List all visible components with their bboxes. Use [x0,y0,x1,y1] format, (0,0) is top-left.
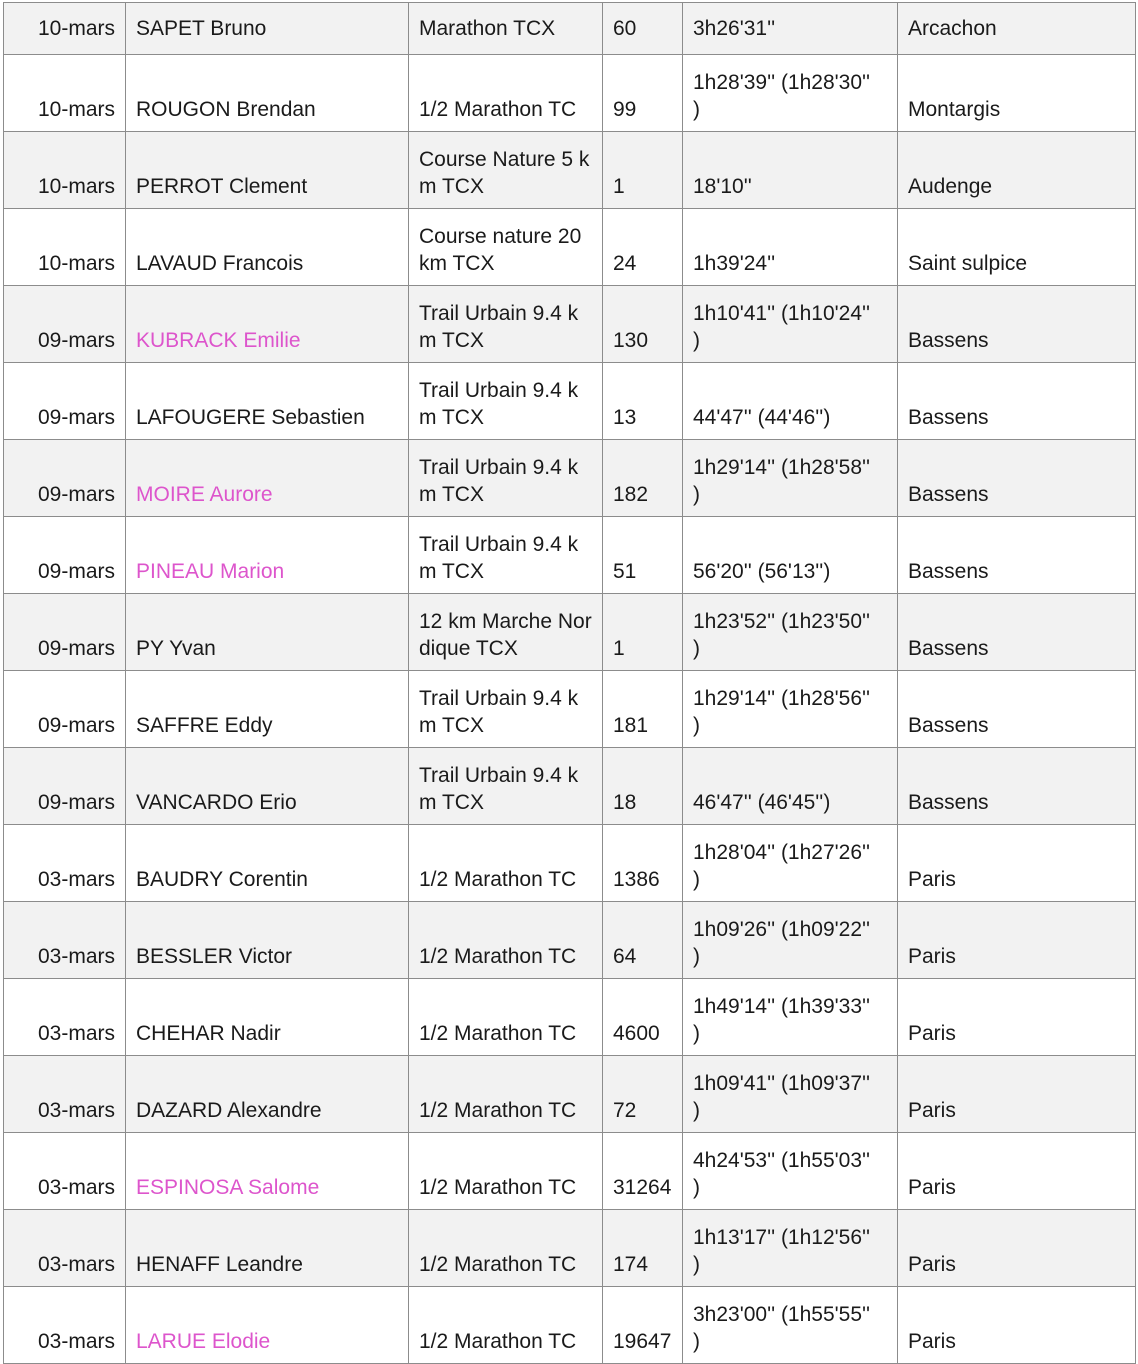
city-cell: Paris [898,979,1136,1056]
event-cell: Trail Urbain 9.4 km TCX [409,671,603,748]
table-row [4,55,1136,132]
city-cell: Paris [898,825,1136,902]
place-cell: 60 [603,3,683,55]
time-cell: 1h09'26'' (1h09'22'' ) [683,902,898,979]
place-cell: 1386 [603,825,683,902]
city-cell: Paris [898,1210,1136,1287]
date-cell: 09-mars [4,286,126,363]
table-row [4,902,1136,979]
table-row [4,1287,1136,1364]
table-row [4,132,1136,209]
event-cell: 1/2 Marathon TC [409,1056,603,1133]
city-cell: Audenge [898,132,1136,209]
runner-name-cell: LARUE Elodie [126,1287,409,1364]
city-cell: Saint sulpice [898,209,1136,286]
place-cell: 182 [603,440,683,517]
city-cell: Bassens [898,671,1136,748]
runner-name-cell: BAUDRY Corentin [126,825,409,902]
table-row [4,1133,1136,1210]
runner-name-cell: BESSLER Victor [126,902,409,979]
place-cell: 1 [603,594,683,671]
table-row [4,594,1136,671]
time-cell: 46'47'' (46'45'') [683,748,898,825]
time-cell: 44'47'' (44'46'') [683,363,898,440]
runner-name-cell: VANCARDO Erio [126,748,409,825]
date-cell: 03-mars [4,1210,126,1287]
event-cell: Trail Urbain 9.4 km TCX [409,440,603,517]
table-row [4,748,1136,825]
city-cell: Montargis [898,55,1136,132]
date-cell: 03-mars [4,1133,126,1210]
place-cell: 72 [603,1056,683,1133]
date-cell: 03-mars [4,1056,126,1133]
time-cell: 1h29'14'' (1h28'56'' ) [683,671,898,748]
city-cell: Bassens [898,594,1136,671]
time-cell: 1h10'41'' (1h10'24'' ) [683,286,898,363]
event-cell: Trail Urbain 9.4 km TCX [409,517,603,594]
place-cell: 174 [603,1210,683,1287]
city-cell: Paris [898,1287,1136,1364]
city-cell: Bassens [898,363,1136,440]
table-row [4,440,1136,517]
time-cell: 1h39'24'' [683,209,898,286]
event-cell: 1/2 Marathon TC [409,825,603,902]
time-cell: 56'20'' (56'13'') [683,517,898,594]
city-cell: Paris [898,1056,1136,1133]
city-cell: Bassens [898,517,1136,594]
event-cell: 1/2 Marathon TC [409,1210,603,1287]
table-row [4,286,1136,363]
event-cell: Marathon TCX [409,3,603,55]
table-row [4,363,1136,440]
runner-name-cell: PINEAU Marion [126,517,409,594]
table-row [4,209,1136,286]
event-cell: Trail Urbain 9.4 km TCX [409,363,603,440]
place-cell: 51 [603,517,683,594]
event-cell: Trail Urbain 9.4 km TCX [409,748,603,825]
event-cell: Course nature 20 km TCX [409,209,603,286]
time-cell: 3h26'31'' [683,3,898,55]
runner-name-cell: LAVAUD Francois [126,209,409,286]
table-row [4,1056,1136,1133]
time-cell: 4h24'53'' (1h55'03'' ) [683,1133,898,1210]
event-cell: 12 km Marche Nordique TCX [409,594,603,671]
event-cell: Course Nature 5 km TCX [409,132,603,209]
place-cell: 64 [603,902,683,979]
date-cell: 10-mars [4,132,126,209]
date-cell: 03-mars [4,902,126,979]
time-cell: 1h23'52'' (1h23'50'' ) [683,594,898,671]
event-cell: 1/2 Marathon TC [409,979,603,1056]
city-cell: Arcachon [898,3,1136,55]
runner-name-cell: SAFFRE Eddy [126,671,409,748]
event-cell: 1/2 Marathon TC [409,55,603,132]
place-cell: 19647 [603,1287,683,1364]
table-row [4,3,1136,55]
date-cell: 10-mars [4,55,126,132]
date-cell: 09-mars [4,594,126,671]
date-cell: 09-mars [4,748,126,825]
time-cell: 1h13'17'' (1h12'56'' ) [683,1210,898,1287]
place-cell: 4600 [603,979,683,1056]
time-cell: 1h28'04'' (1h27'26'' ) [683,825,898,902]
runner-name-cell: MOIRE Aurore [126,440,409,517]
table-row [4,1210,1136,1287]
city-cell: Bassens [898,440,1136,517]
date-cell: 09-mars [4,517,126,594]
event-cell: 1/2 Marathon TC [409,902,603,979]
place-cell: 99 [603,55,683,132]
runner-name-cell: PY Yvan [126,594,409,671]
time-cell: 1h29'14'' (1h28'58'' ) [683,440,898,517]
city-cell: Bassens [898,748,1136,825]
table-row [4,517,1136,594]
time-cell: 1h49'14'' (1h39'33'' ) [683,979,898,1056]
runner-name-cell: KUBRACK Emilie [126,286,409,363]
table-row [4,825,1136,902]
date-cell: 09-mars [4,440,126,517]
time-cell: 1h28'39'' (1h28'30'' ) [683,55,898,132]
city-cell: Paris [898,902,1136,979]
city-cell: Bassens [898,286,1136,363]
date-cell: 03-mars [4,979,126,1056]
event-cell: 1/2 Marathon TC [409,1133,603,1210]
date-cell: 03-mars [4,825,126,902]
results-table [3,2,1136,1364]
runner-name-cell: ROUGON Brendan [126,55,409,132]
event-cell: 1/2 Marathon TC [409,1287,603,1364]
runner-name-cell: SAPET Bruno [126,3,409,55]
time-cell: 1h09'41'' (1h09'37'' ) [683,1056,898,1133]
date-cell: 10-mars [4,209,126,286]
time-cell: 18'10'' [683,132,898,209]
table-row [4,671,1136,748]
runner-name-cell: HENAFF Leandre [126,1210,409,1287]
place-cell: 31264 [603,1133,683,1210]
place-cell: 24 [603,209,683,286]
place-cell: 1 [603,132,683,209]
table-row [4,979,1136,1056]
runner-name-cell: CHEHAR Nadir [126,979,409,1056]
date-cell: 09-mars [4,671,126,748]
date-cell: 10-mars [4,3,126,55]
place-cell: 181 [603,671,683,748]
date-cell: 09-mars [4,363,126,440]
runner-name-cell: LAFOUGERE Sebastien [126,363,409,440]
event-cell: Trail Urbain 9.4 km TCX [409,286,603,363]
results-body [4,3,1136,1364]
place-cell: 130 [603,286,683,363]
place-cell: 18 [603,748,683,825]
time-cell: 3h23'00'' (1h55'55'' ) [683,1287,898,1364]
runner-name-cell: ESPINOSA Salome [126,1133,409,1210]
city-cell: Paris [898,1133,1136,1210]
runner-name-cell: DAZARD Alexandre [126,1056,409,1133]
date-cell: 03-mars [4,1287,126,1364]
runner-name-cell: PERROT Clement [126,132,409,209]
place-cell: 13 [603,363,683,440]
